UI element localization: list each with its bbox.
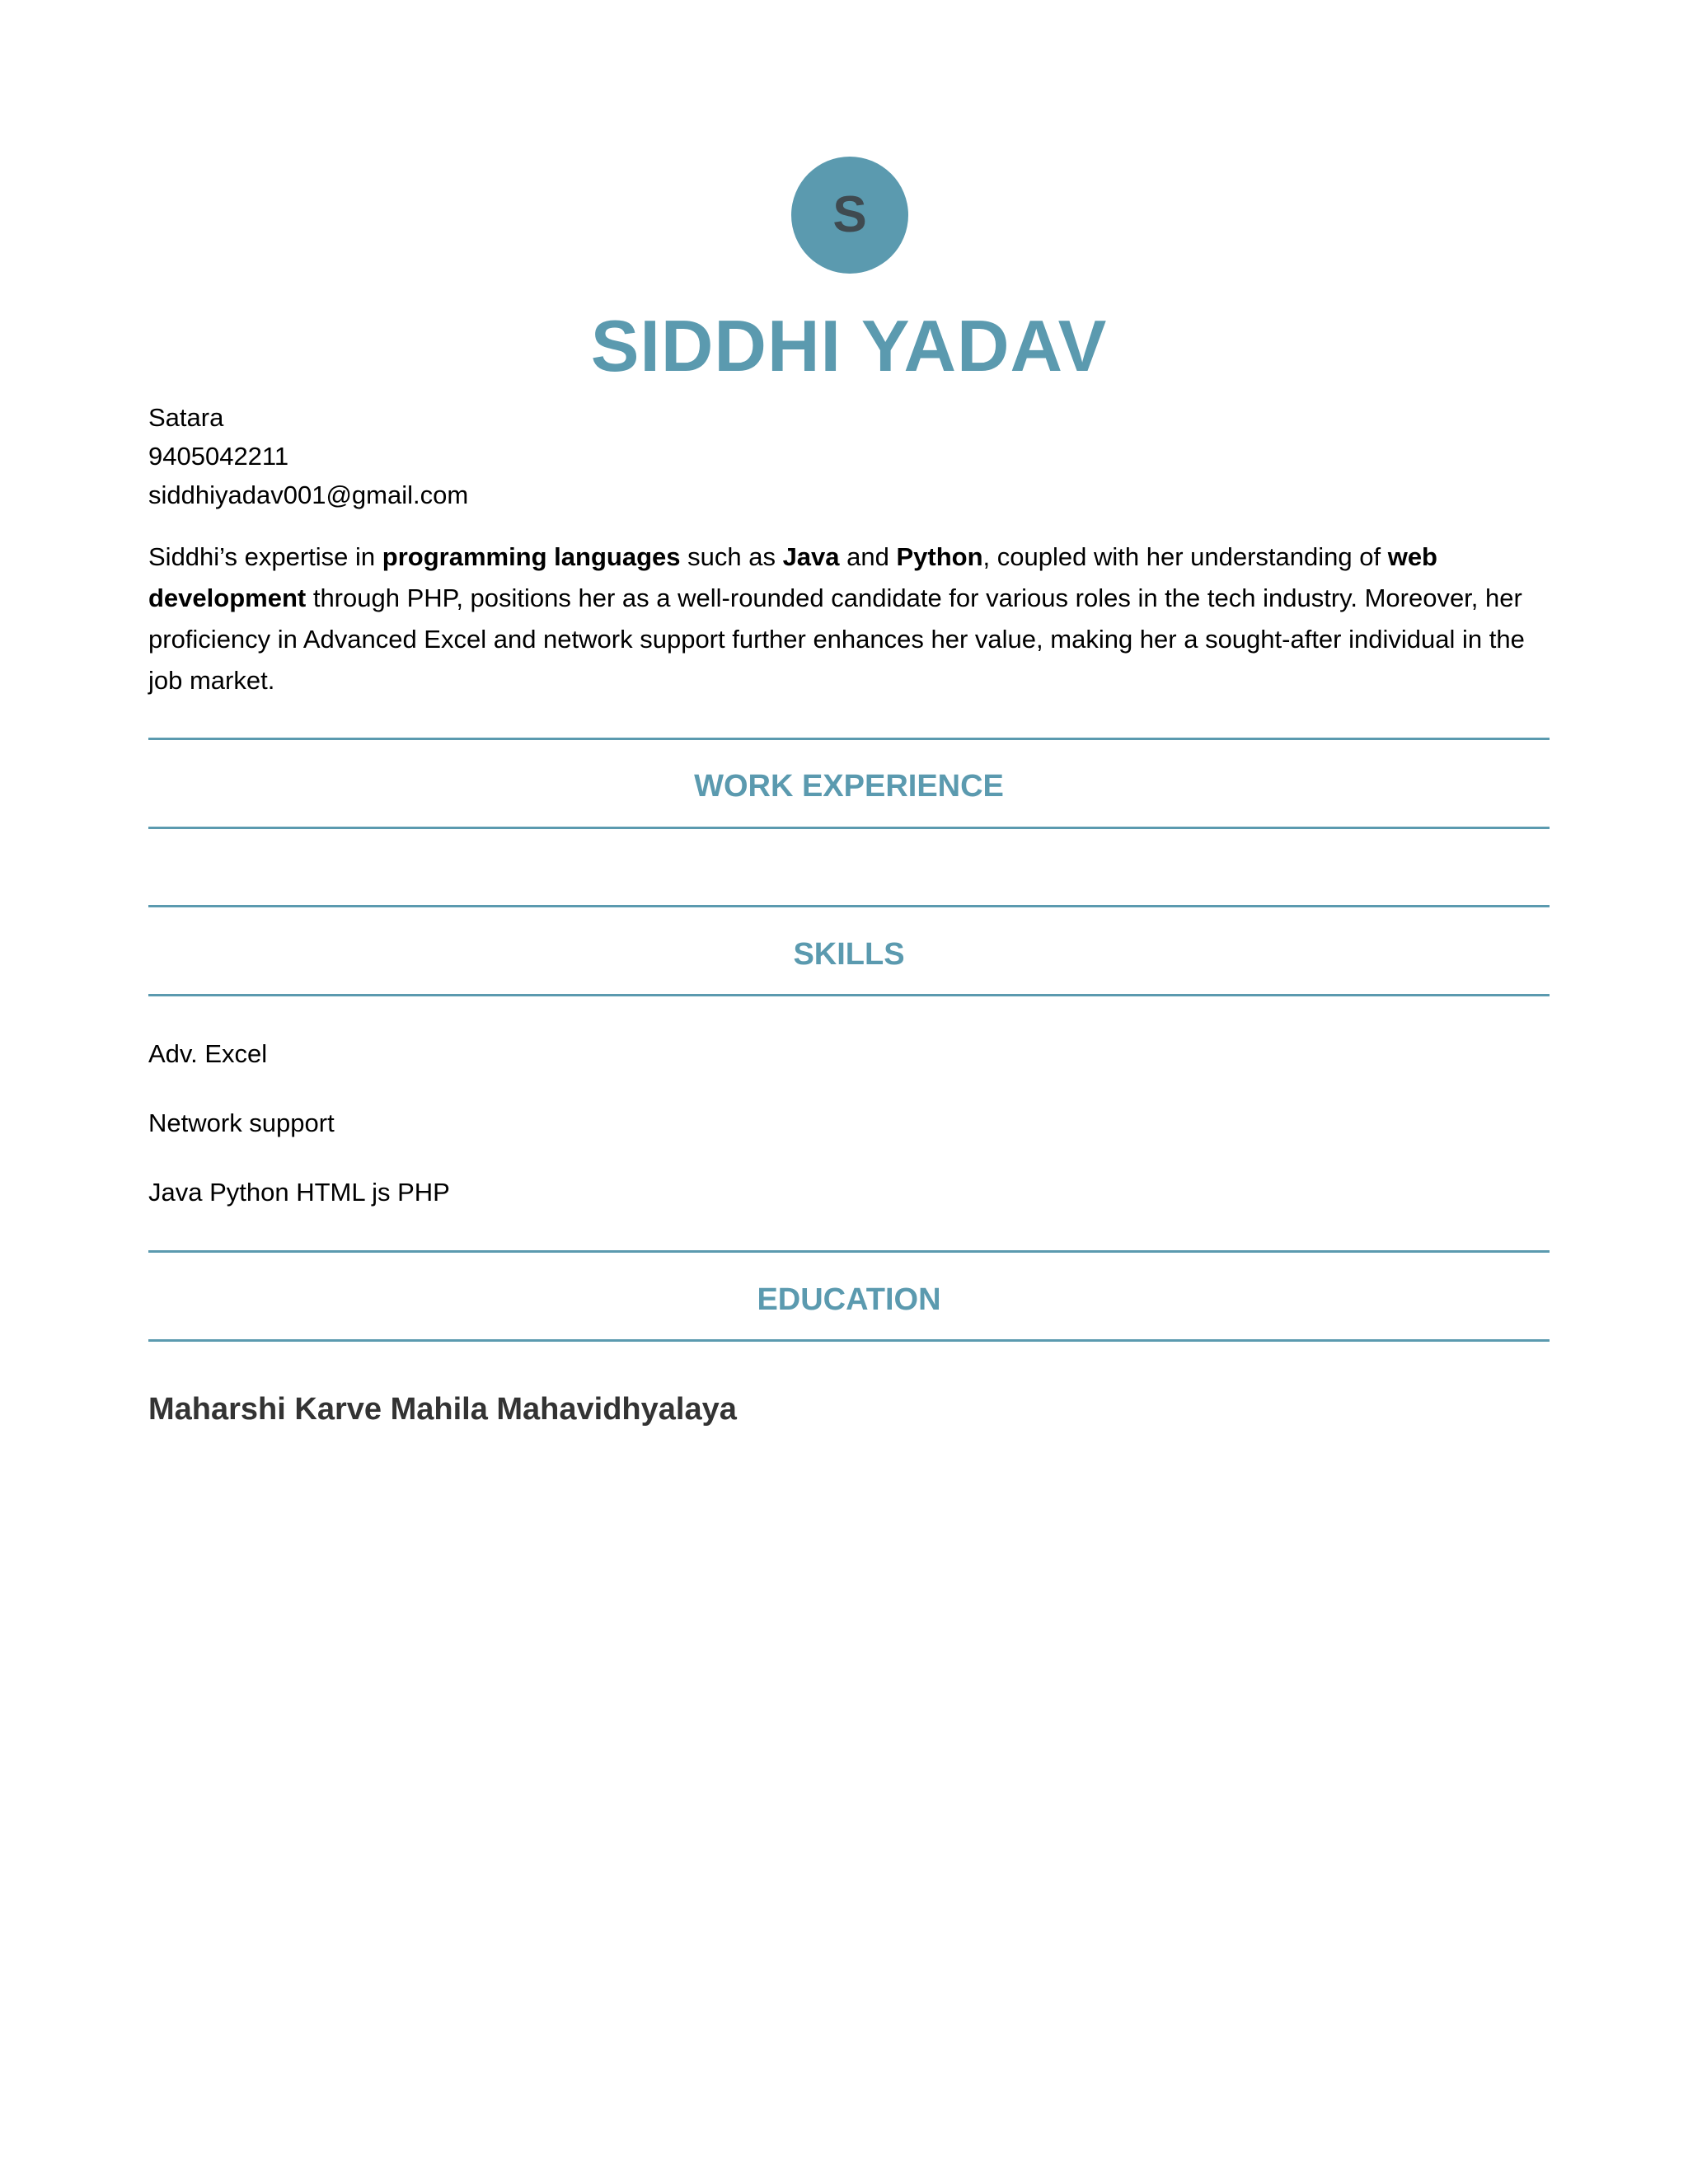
summary-text: , coupled with her understanding of: [982, 542, 1388, 571]
contact-block: [148, 398, 468, 514]
skill-item: Network support: [148, 1108, 335, 1137]
profile-summary: [148, 537, 1541, 701]
contact-email: siddhiyadav001@gmail.com: [148, 480, 469, 509]
contact-location: Satara: [148, 403, 224, 432]
section-divider: [148, 994, 1550, 996]
section-divider: [148, 1250, 1550, 1253]
summary-text: such as: [680, 542, 783, 571]
section-divider: [148, 1339, 1550, 1342]
summary-bold: web development: [148, 542, 1437, 612]
summary-text: through PHP, positions her as a well-rounded candidate for various roles in the tech industry. Moreover, her proficiency in Advanced Excel and network support further enhances her value, making her a sought-after individual in the job market.: [148, 583, 1525, 695]
section-divider: [148, 905, 1550, 907]
skill-item: Adv. Excel: [148, 1039, 268, 1068]
section-title-skills: SKILLS: [793, 937, 905, 972]
candidate-name: SIDDHI YADAV: [590, 305, 1108, 387]
avatar: [791, 157, 908, 274]
summary-bold: programming languages: [382, 542, 681, 571]
section-title-education: EDUCATION: [757, 1282, 941, 1317]
section-divider: [148, 738, 1550, 740]
summary-text: and: [839, 542, 897, 571]
section-title-work-experience: WORK EXPERIENCE: [694, 769, 1004, 804]
section-divider: [148, 827, 1550, 829]
avatar-initial: S: [832, 186, 867, 243]
contact-phone: 9405042211: [148, 442, 289, 471]
summary-bold: Java: [782, 542, 840, 571]
skill-item: Java Python HTML js PHP: [148, 1178, 450, 1207]
summary-bold: Python: [896, 542, 983, 571]
summary-text: Siddhi’s expertise in: [148, 542, 382, 571]
education-school: Maharshi Karve Mahila Mahavidhyalaya: [148, 1392, 737, 1427]
